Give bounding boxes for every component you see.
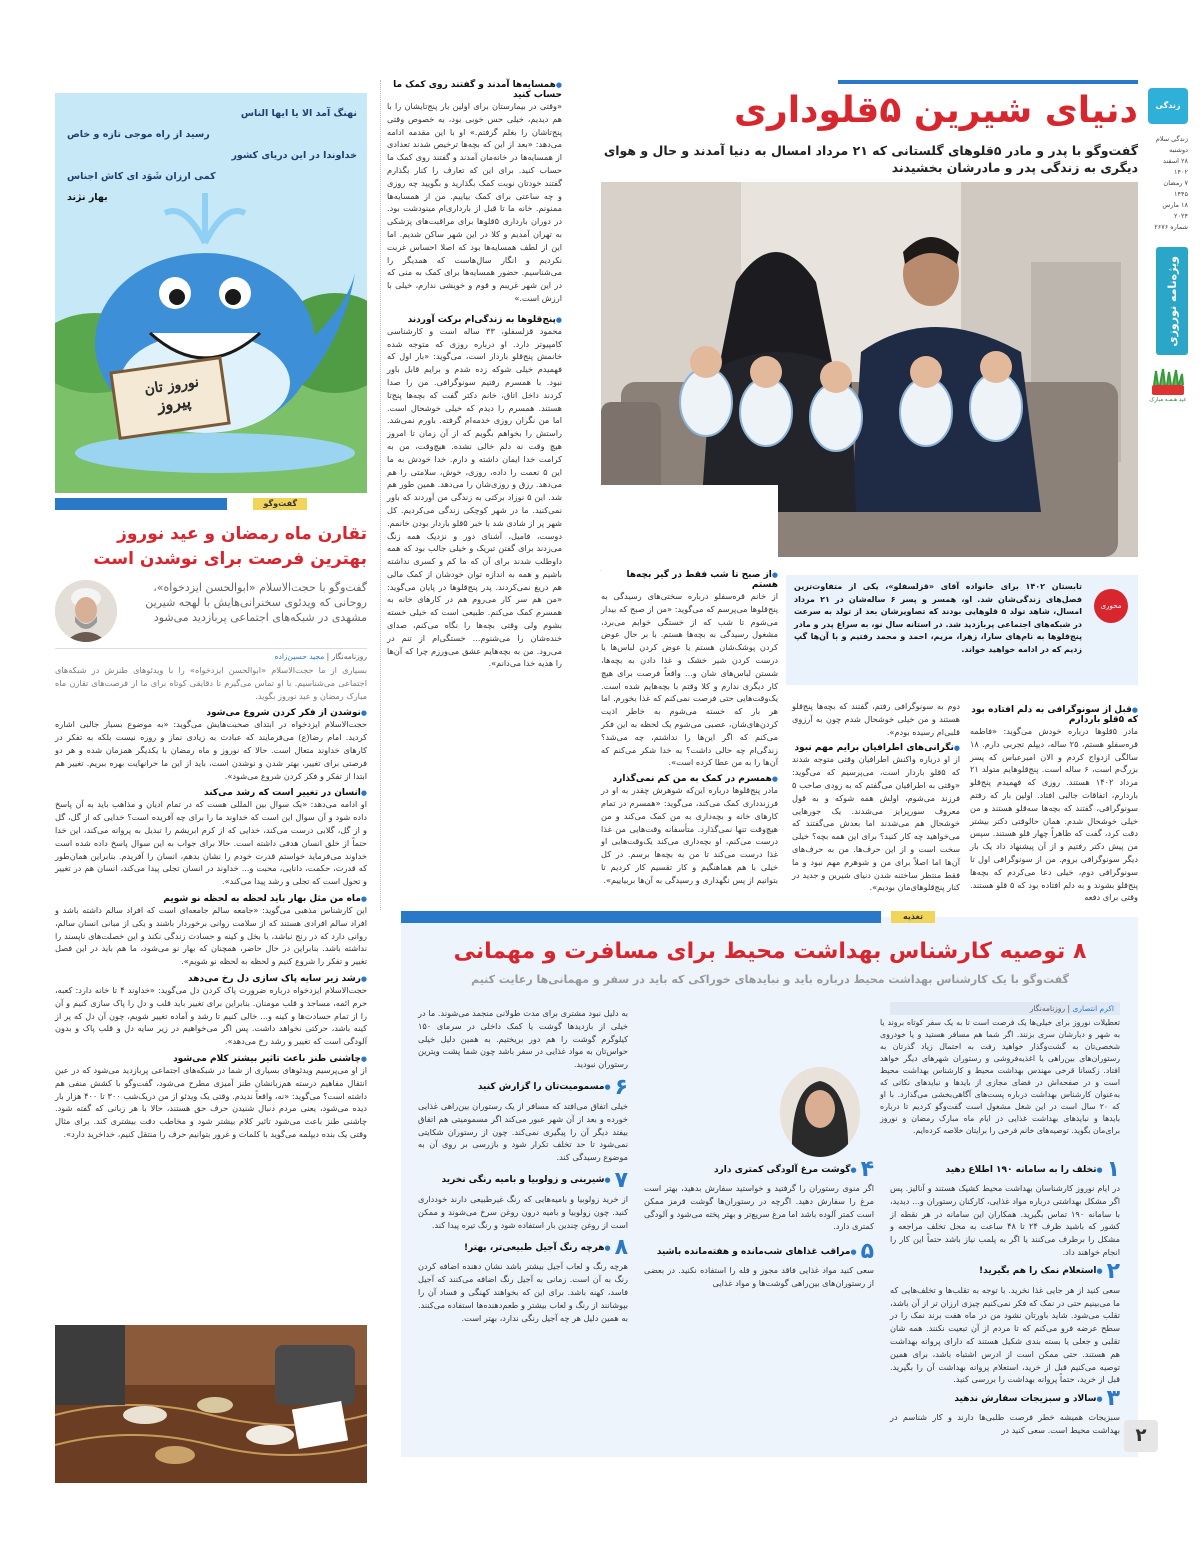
interview-sections xyxy=(55,708,367,1140)
interview-heading-3: ● ماه من مثل بهار باید لحظه به لحظه نو شویم xyxy=(55,894,367,904)
main-lead: گفت‌وگو با پدر و مادر ۵قلوهای گلستانی که ۲۱ مرداد امسال به دنیا آمدند و حال و هوای دیگری به زندگی پدر و مادرشان بخشیدند xyxy=(603,143,1138,175)
col3-text-a: از خانم قره‌سفلو درباره سختی‌های رسیدگی به پنج‌قلوها می‌پرسم که می‌گوید: «من از صبح که بیدار می‌شوم تا شب که از خستگی خوابم می‌برد، مشغول رسیدگی به بچه‌ها هستم. با بر حال عوض کردن پوشک‌شان هستم یا عوض کردن لباس‌ها یا درست کردن شیر خشک و غذا دادن به بچه‌ها، شستن لباس‌های شان و... واقعاً فرصت برای هیچ کار دیگری ندارم و کلا وقتم با بچه‌هایم شده است. یک‌وقت‌هایی حتی فرصت نمی‌کنم که غذا بخورم. اما هر بار که خسته می‌شوم به خاطر اذیت کردن‌های‌شان، عصبی می‌شوم یک لحظه به این فکر می‌کنم که اگر این‌ها را نداشتم، چه می‌شد؟ زندگی‌ام چه حالی داشت؟ به خدا شکر می‌کنم که آن‌ها را به من عطا کرده است». xyxy=(601,591,778,768)
food-intro: تعطیلات نوروز برای خیلی‌ها یک فرصت است تا به یک سفر کوتاه بروند یا به شهر و دیارشان سری بزنند. اگر شما هم مسافر هستید و یا خودروی شخصی‌تان به گشت‌وگذار خواهید رفت به احتمال زیاد گذرتان به رستوران‌های بین‌راهی یا اغذیه‌فروشی و رستوران شهرهای دیگر خواهد افتاد. زکسانا قرخی مهندس بهداشت محیط و کارشناس بهداشت محیط است و در صفحه‌اش در فضای مجازی از بایدها و نبایدهای نکاتی که به‌عنوان کارشناس بهداشت درباره پست‌های آگاهی‌بخشی می‌گذارد. با او که ۲۰ سال است در این شغل مشغول است گفت‌وگو کردیم تا درباره بایدها و نبایدهای بهداشت غذایی در ایام ماه مبارک رمضان و نوروز برای‌مان بگوید. توصیه‌های خانم فرخی را برایتان خلاصه کرده‌ایم. xyxy=(880,1018,1120,1135)
food-item-7: ۷ ● شیرینی و زولوبیا و بامیه رنگی نخرید از خرید زولوبیا و بامیه‌هایی که رنگ غیرطبیعی دارند خودداری کنید. چون زولوبیا و بامیه درون روغن سرخ می‌شوند و ممکن است از روغن چندین بار استفاده شود و رنگ تیره پیدا کند. xyxy=(418,1168,628,1231)
interview-heading-5: ● چاشنی طنز باعث تاثیر بیشتر کلام می‌شود xyxy=(55,1054,367,1064)
interview-title: تقارن ماه رمضان و عید نوروز بهترین فرصت برای نوشدن است xyxy=(93,524,367,569)
food-item-3: ۳ ● سالاد و سبزیجات سفارش ندهید سبزیجات همیشه خطر فرصت طلبی‌ها دارند و کار شناسم در بهداشت محیط است. سعی کنید در xyxy=(890,1386,1120,1437)
interview-lead: گفت‌وگو با حجت‌الاسلام «ابوالحسن ایزدخواه»، روحانی که ویدئوی سخنرانی‌هایش با لهجه شیرین مشهدی در شبکه‌های اجتماعی پربازدید می‌شود xyxy=(145,581,367,624)
food-lead: گفت‌وگو با یک کارشناس بهداشت محیط درباره باید و نبایدهای خوراکی که باید در سفر و مهمانی‌ها رعایت کنیم xyxy=(471,973,1069,986)
page-number: ۲ xyxy=(1124,1420,1158,1452)
main-col-2 xyxy=(792,700,960,894)
interview-text-5: از او می‌پرسیم ویدئوهای بسیاری از شما در شبکه‌های اجتماعی پربازدید می‌شود که در عین انتقال مفاهیم درسته هم‌زبانشان طنز آمیزی مطرح می‌شود، گفت‌وگو با کشش منفی هم داشته است؟ می‌گوید: «نه، واقعاً ندیدم. وقتی یک ویدئو از من دریک‌شب ۳۰۰ تا ۴۰۰ هزار بار دیده می‌شود، یعنی مردم دنبال شنیدن حرف حق هستند، حالا با هر زبانی که گفته شود. چاشنی طنز باعث می‌شود تاثیر کلام بیشتر شود و مخاطب دقت بیشتری کند. برای مثال وقتی یک بنده دیپلمه می‌گوید با کلمات و غرور بتوانیم حرف را منتقل کنیم، خداخرید دارد». xyxy=(55,1064,367,1139)
food-item-4: ۴ ● گوشت مرغ آلودگی کمتری دارد اگر منوی رستوران را گرفتید و خواستید سفارش بدهید، بهتر است مرغ را سفارش دهید. اگرچه در رستوران‌ها گوشت قرمز ممکن است کمتر آلوده باشد اما مرغ سریع‌تر و بهتر پخته می‌شود و آلودگی کمتری دارد. xyxy=(644,1157,874,1233)
food-item-5: ۵ ● مراقب غذاهای شب‌مانده و هفته‌مانده باشید سعی کنید مواد غذایی فاقد مجوز و فله را استفاده نکنید. در بعضی از رستوران‌های بین‌راهی گوشت‌ها و مواد غذایی xyxy=(644,1239,874,1290)
expert-photo xyxy=(780,1067,860,1157)
sabzeh-icon xyxy=(1148,367,1188,397)
food-article xyxy=(401,912,1138,1457)
col2-text-b: از او درباره واکنش اطرافیان وقتی متوجه شدند که ۵قلو باردار است، می‌پرسیم که می‌گوید: «وقتی به اطرافیان می‌گفتم که به زودی صاحب ۵ فرزند می‌شوم، اولش همه شوکه و به قول معروف سورپرایز می‌شدند. یک جورهایی خوشحال هم می‌شدند اما بعدش می‌گفتند که می‌خواهید چه کار کنید؟ برای این همه بچه؟ خیلی سخت است و از این حرف‌ها. من به حرف‌های آن‌ها اما اصلاً برای من و شوهرم مهم نبود و ما فقط منتظر ساختنه شدن دنیای شیرین و جدید در کنار پنج‌قلوهای‌مان بودیم». xyxy=(792,754,960,893)
masthead-info: زندگی سلام دوشنبه ۲۸ اسفند ۱۴۰۲ ۷ رمضان ۱۴۴۵ ۱۸ مارس ۲۰۲۴ شماره ۲۶۷۶ xyxy=(1154,135,1188,231)
food-author-line: اکرم انتصاری | روزنامه‌نگار xyxy=(890,1002,1120,1015)
interview-text-4: حجت‌الاسلام ایزدخواه درباره ضرورت پاک کردن دل می‌گوید: «خداوند ۴ تا خانه دارد: کعبه، حرم ائمه، مساجد و قلب مومنان. بنابراین برای تغییر باید قلب و دل را پاک سازی کنیم و آن را از تمام حسادت‌ها و کینه و... خالی کنیم تا رشد و آماده تغییر شویم، چون آن دل که پر از کینه باشد، حرکتی نخواهد داشت. پس اگر می‌خواهیم در زیر سایه دل و قلب پاک و بدون آلودگی است که تغییر و رشد رخ می‌دهد». xyxy=(55,984,367,1047)
col3-heading-b: ● همسرم در کمک به من کم نمی‌گذارد xyxy=(601,774,778,784)
iftar-photo xyxy=(55,1325,367,1483)
cleric-avatar xyxy=(55,580,117,642)
interview-heading-4: ● رشد زیر سایه پاک سازی دل رخ می‌دهد xyxy=(55,974,367,984)
main-article xyxy=(601,80,1138,910)
interview-intro: بسیاری از ما حجت‌الاسلام «ابوالحسن ایزدخواه» را با ویدئوهای طنزش در شبکه‌های اجتماعی می‌شناسیم. با او تماس می‌گیرم تا دقایقی کوتاه برای ما از فرصت‌های تقارن ماه مبارک رمضان و عید نوروز بگوید. xyxy=(55,665,367,701)
interview-text-3: این کارشناس مذهبی می‌گوید: «جامعه سالم جامعه‌ای است که افراد سالم داشته باشد و افراد سالم افرادی هستند که از سلامت روانی برخوردار باشند و یکی از مبانی انسان سالم، روانی دارد که در رنج نباشد، با بخل و کینه و حسادت زندگی نکند و این خصلت‌های ناپسند را نداشته باشد. بنابراین در حال حاضر، همچنان که بهار نو می‌شود، ما هم باید در این فصل تغییر و تفکر را شروع کنیم و لحظه به لحظه نو شویم». xyxy=(55,904,367,967)
col3-heading-a: ● از صبح تا شب فقط در گیر بچه‌ها هستم xyxy=(601,570,778,590)
food-title: ۸ توصیه کارشناس بهداشت محیط برای مسافرت و مهمانی xyxy=(453,939,1087,964)
food-tag-row xyxy=(401,911,1138,923)
food-item-2: ۲ ● استعلام نمک را هم بگیرید! سعی کنید از هر جایی غذا نخرید. با توجه به تقلب‌ها و تخلف‌هایی که ما می‌بینیم حتی در نمک که فکر نمی‌کنیم چیزی ارزان تر از آن باشد، تقلب می‌شود. شاید باورتان نشود من در ماه هفت برند نمک را در سطح عرضه فرو می‌کنم که تا مردم از آن تبعیت نکنند. همه شان تقلبی و جعلی یا بسته بندی شکیل هستند که دارای پروانه بهداشت هم هستند. حتی ممکن است از ادرس اشتباه باشد، برای همین توصیه می‌کنیم قبل از خرید، استعلام پروانه بهداشت آن را بگیرید. قبل از خرید، حتماً پروانه بهداشت را بررسی کنید. xyxy=(890,1259,1120,1386)
col4-heading-b: ● پنج‌قلوها به زندگی‌ام برکت آوردند xyxy=(387,315,562,325)
masthead-logo: زندگی xyxy=(1148,88,1188,124)
poem: نهنگ آمد الا یا ایها الناس رسید از راه موجی تازه و خاص خداوندا در این دریای کشور کمی ارزان شَوَد ای کاش اجناس بهار نژند xyxy=(67,108,357,203)
food-col-2 xyxy=(644,1157,874,1290)
col1-text: مادر ۵قلوها درباره خودش می‌گوید: «فاطمه قره‌سفلو هستم، ۲۵ ساله، دیپلم تجربی دارم. ۱۸ سالگی ازدواج کردم و الان امیرعباس که پسر بزرگ‌م است، ۶ ساله است. پنج‌قلوهایم متولد ۲۱ مرداد ۱۴۰۲ هستند. روزی که فهمیدم پنج‌قلو باردارم، اتفاقات جالبی افتاد. اولین بار که رفتم سونوگرافی، گفتند که بچه‌ها سه‌قلو هستند و من خیلی خوشحال شدم. همان حالوقتی دکتر بیشتر دقت کرد، گفت که ظاهراً چهار قلو هستند. سپس من پیش دکتر رفتیم و از آن پیشنهاد داد یک بار دیگر سونوگرافی بروم. من از سونوگرافی اول تا سونوگرافی دوم، خیلی دعا می‌کردم که بچه‌ها پنج‌قلو بشوند و به دلم افتاده بود که ۵ قلو هستند. وقتی برای دفعه xyxy=(970,726,1139,903)
intro-text: تابستان ۱۴۰۲ برای خانواده آقای «قزلسفلو»، یکی از متفاوت‌ترین فصل‌های زندگی‌شان شد. او، همسر و پسر ۶ ساله‌شان در ۲۱ مرداد امسال، شاهد تولد ۵ قلوهایی بودند که تصاویرشان بعد از تولد به سرعت در شبکه‌های اجتماعی پربازدید شد. در استانه سال نو، به سراغ پدر و مادر پنج‌قلوها به نام‌های سارا، زهرا، مریم، احمد و محمد رفتیم و با آن‌ها گپ زدیم که در ادامه خواهید خواند. xyxy=(794,582,1083,654)
interview-lead-row xyxy=(55,580,367,642)
interview-article xyxy=(55,498,367,1141)
eid-logo: عیدِ هـمـه مبارک xyxy=(1148,367,1188,409)
col2-heading: ● نگرانی‌های اطرافیان برایم مهم نبود xyxy=(792,743,960,753)
col4-heading-a: ● همسایه‌ها آمدند و گفتند روی کمک ما حساب کنید xyxy=(387,80,562,100)
interview-heading-2: ● انسان در تغییر است که رشد می‌کند xyxy=(55,788,367,798)
main-col-1 xyxy=(970,700,1138,904)
food-tag: تغذیه xyxy=(891,911,935,923)
main-title: دنیای شیرین ۵قلوداری xyxy=(733,90,1138,131)
intro-box xyxy=(786,575,1138,685)
food-item-1: ۱ ● تخلف را به سامانه ۱۹۰ اطلاع دهید در ایام نوروز کارشناسان بهداشت محیط کشیک هستند و آنالیز. پس اگر مشکل بهداشتی درباره مواد غذایی، کارکنان رستوران و... دیدید، با سامانه ۱۹۰ تماس بگیرید. همکاران این سامانه در هر نقطه از کشور که باشید ظرف ۲۴ تا ۴۸ ساعت به محل تخلف مراجعه و مشکل را برطرف می‌کنند یا اگر به پلمب نیاز باشد حتماً این کار را انجام خواهند داد. xyxy=(890,1157,1120,1259)
food-item-8: ۸ ● هرچه رنگ آجیل طبیعی‌تر، بهتر! هرچه رنگ و لعاب آجیل بیشتر باشد نشان دهنده اضافه کردن رنگ به آن است. زمانی به آجیل رنگ اضافه می‌کنند که آجیل فاسد، کهنه باشد. برای این که بخواهند کهنگی و فساد آن را بپوشانند از رنگ و لعاب بیشتر و طعم‌دهنده‌ها استفاده می‌کنند. به همین دلیل هر چه آجیل رنگی ندارد، بهتر است. xyxy=(418,1235,628,1324)
interview-author-line: روزنامه‌نگار | مجید حسین‌زاده xyxy=(55,648,367,661)
main-col-4 xyxy=(380,80,562,910)
food-intro-2: به دلیل نبود مشتری برای مدت طولانی منجمد می‌شوند. ما در خیلی از بازدیدها گوشت یا کمک داخلی در سرمای ۱۵۰ کیلوگرم گوشت را هم دور بریختیم. به همین دلیل خیلی حواس‌تان به مواد غذایی در سفر باشد چون شما پشت ویترین رستوران نبودید. xyxy=(418,1008,628,1070)
food-col-3 xyxy=(418,1007,628,1324)
food-item-6: ۶ ● مسمومیت‌تان را گزارش کنید خیلی اتفاق می‌افتد که مسافر از یک رستوران بین‌راهی غذایی خورده و بعد از آن شهر عبور می‌کند اگر مسمومیتی هم اتفاق بیفتد دیگر آن را پیگیری نمی‌کند. چون از رستوران شکایتی نمی‌شود تا حد تخلف تکرار شود و بازرسی بر روی آن به موضوع رسیدگی کند. xyxy=(418,1075,628,1164)
interview-tag-row xyxy=(55,498,367,510)
interview-text-2: او ادامه می‌دهد: «یک سوال بین المللی هست که در تمام ادیان و مذاهب باید به آن پاسخ داده شود و آن سوال این است که خداوند ما را برای چه آفریده است؟ خدایی که از گل، گل و از گل، گلابی درست می‌کند، خدایی که از کرم ابریشم را تبدیل به پروانه می‌کند، این خدا حتماً از خلق انسان هدفی داشته است. حالا برای جواب به این سوال پاسخ داده شده است خداوند می‌فرماید خواستم قدرت خودم را نشان بدهم، انسان را آفریدم. بنابراین همان‌طور که قدرت، حکمت، دانایی، محبت و... خداوند در انسان تجلی پیدا می‌کند، انسان هم در تغییر و تحول است که تجلی و رشد پیدا می‌کند». xyxy=(55,799,367,887)
interview-heading-1: ● نوشدن از فکر کردن شروع می‌شود xyxy=(55,708,367,718)
col1-heading: ● قبل از سونوگرافی به دلم افتاده بود که ۵قلو باردارم xyxy=(970,705,1138,725)
masthead xyxy=(1148,88,1188,409)
col4-text-b: محمود قزلسفلو، ۳۳ ساله است و کارشناسی کامپیوتر دارد. او درباره روزی که متوجه شده خانمش پنج‌قلو باردار است، می‌گوید: «بار اول که فهمیدم خیلی شوکه زده شدم و برایم قابل باور نبود. با همسرم رفتیم سونوگرافی. من را صدا کردند داخل اتاق، خانم دکتر گفت که بچه‌ها پنج‌تا هستند. همسرم را دیدم که خیلی خوشحال است. اما من نگران روزی خدمه‌ام گرفته. باورم نمی‌شد. راستش را بخواهم بگویم که از آن زمان تا امروز هیچ وقت نه دلم خالی نشده. هیچ‌وقت، من به کرامت خدا ایمان داشته و دارم. خدا خودش به ما این ۵ نعمت را داده، روزی، خوش، سلامتی را هم می‌دهد. رزق و روزی‌شان را می‌دهد. همین طور هم شد. این ۵ نوزاد برکتی به زندگی من آوردند که باور نمی‌کنید. ما در شهر کوچکی زندگی می‌کردیم. کل شهر پر از شادی شد با خبر ۵قلو باردار بودن خانمم. دوست، فامیل، آشنای دور و نزدیک همه زنگ می‌زدند برای گفتن تبریک و خیلی جالب بود که همه داوطلب شدند برای آن که ما کم و کسری نداشته باشیم و همه به اندازه توان خودشان از کمک مالی هم دریغ نمی‌کردند. پدر پنج‌قلوها در پایان می‌گوید: «من هم سر کار می‌روم هم در کارهای خانه به همسرم کمک می‌کنم. طبیعی است که خیلی خسته بشوم ولی وقتی بچه‌ها را نگاه می‌کنم، صدای خنده‌شان را می‌شنوم... خستگی‌ام از تنم در می‌رود. من به بچه‌هایم عشق می‌ورزم چرا که آن‌ها را هدیه خدا می‌دانم». xyxy=(387,325,563,669)
title-rule xyxy=(838,80,1138,84)
intro-tag: محوری xyxy=(1094,589,1128,623)
main-col-3 xyxy=(601,485,778,887)
food-col-1 xyxy=(890,1157,1120,1437)
sign-text: نوروز تان پیروز xyxy=(143,374,200,416)
interview-text-1: حجت‌الاسلام ایزدخواه در ابتدای صحبت‌هایش می‌گوید: «به موضوع بسیار جالبی اشاره کردید. امام رضا(ع) می‌فرمایند که عبادت به زیادی نماز و روزه نیست بلکه به تفکر در کارهای خداوند متعال است. حالا که نوروز و ماه رمضان با یکدیگر همزمان شده و هر دو فرصتی برای تغییر، بهتر شدن و نوشدن است، باید از این ما حرانهایت بهره ببریم. تغییر هم ابتدا از تفکر و فکر کردن شروع می‌شود». xyxy=(55,719,367,781)
col2-text-a: دوم به سونوگرافی رفتم، گفتند که بچه‌ها پنج‌قلو هستند و من خیلی خوشحال شدم چون به آرزوی قلبی‌ام رسیده بودم». xyxy=(792,701,960,737)
col3-text-b: مادر پنج‌قلوها درباره این‌که شوهرش چقدر به او در فرزندداری کمک می‌کند، می‌گوید: «همسرم در تمام کارهای خانه و بچه‌داری به من کمک می‌کند و من هیچ‌وقت تنها نمی‌گذارد. متأسفانه وقت‌هایی من غذا درست می‌کنم، او بچه‌داری می‌کند یک‌وقت‌هایی او غذا درست می‌کند تا من به بچه‌ها برسم. در کل خیلی با هم هماهنگیم و کار تقسیم کار کردیم تا بتوانیم از پس نگهداری و رسیدگی به آن‌ها بربیاییم». xyxy=(601,785,778,885)
special-edition-badge: ویژه‌نامه نوروزی xyxy=(1156,247,1188,355)
nowruz-illustration xyxy=(55,93,367,493)
col4-text-a: «وقتی در بیمارستان برای اولین بار پنج‌تایشان را با هم دیدیم، خیلی حس خوبی بود، به خصوص وقتی پنج‌تاشان را بغلم گرفتم.» او با این مقدمه ادامه می‌دهد: «بعد از این که بچه‌ها ترخیص شدند تعدادی از همسایه‌ها در خانه‌مان آمدند و گفتند روی کمک ما حساب کنید. برای این که تعارف را کنار بگذارم گفتند خودتان نوبت کمک بگذارید و بگویید چه روزی و چه ساعتی برای کمک بیاییم. من از همسایه‌ها ممنونم. خانه ما تا قبل از بارداری‌ام مینودشت بود. در دوران بارداری ۵قلوها برای مراقبت‌های پزشکی به تهران آمدیم و کلا در این شهر ساکن شدیم. اما این از لطف همسایه‌ها بود که اصلا احساس غربت نکردیم و انگار سال‌هاست که همدیگر را می‌شناسیم. حضور همسایه‌ها برای کمک به منی که در این شهر غریبم و قوم و خویشی ندارم، خیلی با ارزش است.» xyxy=(387,101,563,303)
interview-tag: گفت‌وگو xyxy=(253,498,307,510)
